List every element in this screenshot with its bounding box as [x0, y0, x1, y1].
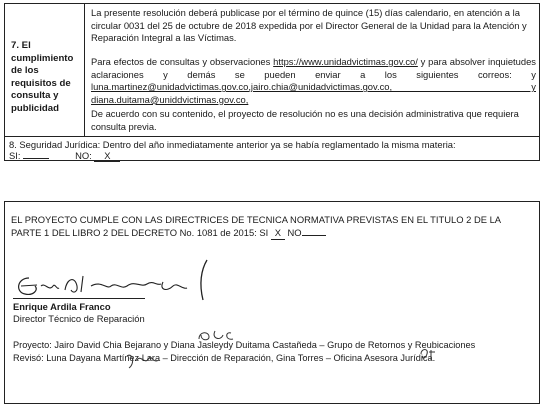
proyecto-credits: Proyecto: Jairo David Chia Bejarano y Diana Jasleydy Duitama Castañeda – Grupo de Retornos y Reubicaciones [13, 340, 476, 350]
website-link[interactable]: https://www.unidadvictimas.gov.co/ [273, 56, 418, 67]
row-label: 7. El cumplimiento de los requisitos de consulta y publicidad [11, 40, 74, 114]
initials-mark-legal [417, 346, 439, 364]
publication-paragraph: La presente resolución deberá publicase por el término de quince (15) días calendario, en atención a la circular 0031 del 25 de octubre de 2018 expedida por el Director General de la Unidad para la Atención y Reparación Integral a las Víctimas. [91, 7, 527, 44]
signer-title: Director Técnico de Reparación [13, 313, 145, 324]
si-blank [23, 158, 49, 159]
row-label-cell [5, 4, 85, 136]
row-content-cell [89, 4, 536, 136]
table-row-consulta [5, 4, 539, 137]
approval-box [4, 201, 540, 404]
reviso-credits: Revisó: Luna Dayana Martínez Lara – Dirección de Reparación, Gina Torres – Oficina Asesora Jurídica. [13, 353, 436, 363]
seguridad-juridica-text: 8. Seguridad Jurídica: Dentro del año inmediatamente anterior ya se había reglamentado la misma materia: [9, 139, 456, 150]
no-mark: X [94, 150, 120, 162]
signature-line [13, 298, 145, 299]
compliance-text: EL PROYECTO CUMPLE CON LAS DIRECTRICES DE TECNICA NORMATIVA PREVISTAS EN EL TITULO 2 DE LA PARTE 1 DEL LIBRO 2 DEL DECRETO No. 1081 de 2015: SI [11, 214, 501, 238]
si-label: SI: [9, 150, 21, 161]
consultation-paragraph [91, 56, 536, 106]
consultation-middle: y para absolver inquietudes aclaraciones y demás se pueden enviar a los siguientes correos: y [91, 56, 536, 80]
table-row-seguridad [5, 137, 539, 161]
compliance-si-mark: X [271, 227, 285, 241]
email-links[interactable]: luna.martinez@unidadvictimas.gov.co,jairo.chia@unidadvictimas.gov.co, y diana.duitama@uniddvictimas.gov.co, [91, 81, 536, 105]
consultation-intro: Para efectos de consultas y observaciones [91, 56, 274, 67]
compliance-no-blank [302, 235, 326, 236]
signer-name: Enrique Ardila Franco [13, 301, 111, 312]
compliance-no-label: NO [287, 226, 302, 238]
compliance-statement [11, 214, 533, 240]
prior-consultation-paragraph: De acuerdo con su contenido, el proyecto de resolución no es una decisión administrativa que requiera consulta previa. [91, 108, 519, 132]
seguridad-options [9, 150, 120, 162]
requirements-table [4, 3, 540, 161]
no-label: NO: [75, 150, 92, 161]
initials-mark-reviso [123, 350, 163, 372]
